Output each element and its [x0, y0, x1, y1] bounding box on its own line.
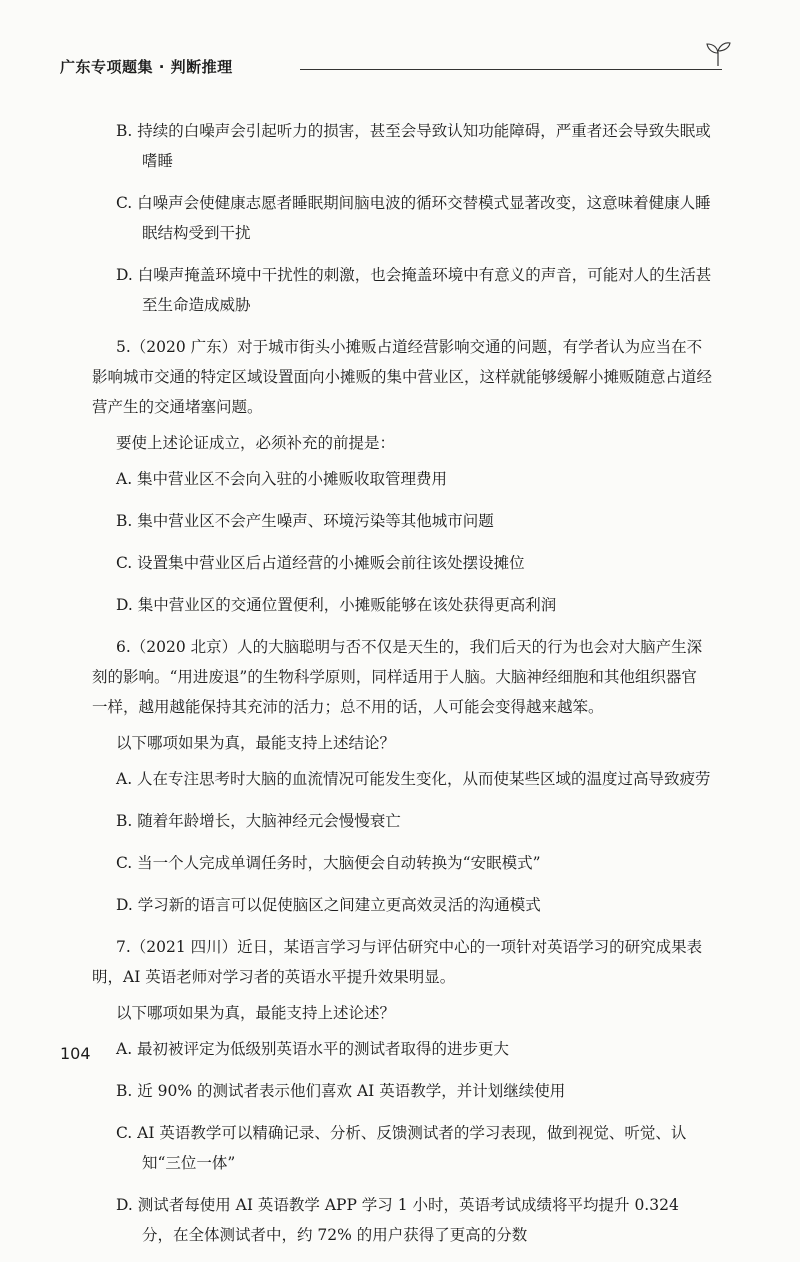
q6-prompt: 以下哪项如果为真，最能支持上述结论？ [116, 734, 396, 752]
q5-stem: 5.（2020 广东）对于城市街头小摊贩占道经营影响交通的问题，有学者认为应当在不影响城市交通的特定区域设置面向小摊贩的集中营业区，这样就能够缓解小摊贩随意占道经营产生的交通堵塞问题。 [92, 338, 713, 416]
q5-prompt: 要使上述论证成立，必须补充的前提是： [116, 434, 396, 452]
q6-option-a: A. 人在专注思考时大脑的血流情况可能发生变化，从而使某些区域的温度过高导致疲劳 [116, 770, 711, 788]
q7-stem: 7.（2021 四川）近日，某语言学习与评估研究中心的一项针对英语学习的研究成果表明，AI 英语老师对学习者的英语水平提升效果明显。 [92, 938, 703, 986]
header-title: 广东专项题集 · 判断推理 [60, 58, 233, 76]
q5-option-b: B. 集中营业区不会产生噪声、环境污染等其他城市问题 [116, 512, 494, 530]
q6-option-b: B. 随着年龄增长，大脑神经元会慢慢衰亡 [116, 812, 401, 830]
sprout-icon [704, 38, 732, 68]
q6-option-d: D. 学习新的语言可以促使脑区之间建立更高效灵活的沟通模式 [116, 896, 541, 914]
q5-option-a: A. 集中营业区不会向入驻的小摊贩收取管理费用 [116, 470, 448, 488]
q4-option-b: B. 持续的白噪声会引起听力的损害，甚至会导致认知功能障碍，严重者还会导致失眠或嗜睡 [116, 122, 711, 170]
q4-option-c: C. 白噪声会使健康志愿者睡眠期间脑电波的循环交替模式显著改变，这意味着健康人睡眠结构受到干扰 [116, 194, 711, 242]
page-number: 104 [60, 1044, 91, 1063]
page-body [92, 116, 713, 1262]
q5-option-d: D. 集中营业区的交通位置便利，小摊贩能够在该处获得更高利润 [116, 596, 557, 614]
q7-option-b: B. 近 90% 的测试者表示他们喜欢 AI 英语教学，并计划继续使用 [116, 1082, 566, 1100]
running-header [60, 56, 722, 82]
q6-option-c: C. 当一个人完成单调任务时，大脑便会自动转换为“安眠模式” [116, 854, 541, 872]
q7-option-a: A. 最初被评定为低级别英语水平的测试者取得的进步更大 [116, 1040, 510, 1058]
q4-option-d: D. 白噪声掩盖环境中干扰性的刺激，也会掩盖环境中有意义的声音，可能对人的生活甚至生命造成威胁 [116, 266, 712, 314]
q7-option-c: C. AI 英语教学可以精确记录、分析、反馈测试者的学习表现，做到视觉、听觉、认知“三位一体” [116, 1124, 687, 1172]
header-rule [300, 69, 722, 70]
q5-option-c: C. 设置集中营业区后占道经营的小摊贩会前往该处摆设摊位 [116, 554, 525, 572]
q6-stem: 6.（2020 北京）人的大脑聪明与否不仅是天生的，我们后天的行为也会对大脑产生深刻的影响。“用进废退”的生物科学原则，同样适用于人脑。大脑神经细胞和其他组织器官一样，越用越能保持其充沛的活力；总不用的话，人可能会变得越来越笨。 [92, 638, 703, 716]
q7-option-d: D. 测试者每使用 AI 英语教学 APP 学习 1 小时，英语考试成绩将平均提升 0.324 分，在全体测试者中，约 72% 的用户获得了更高的分数 [116, 1196, 679, 1244]
q7-prompt: 以下哪项如果为真，最能支持上述论述？ [116, 1004, 396, 1022]
